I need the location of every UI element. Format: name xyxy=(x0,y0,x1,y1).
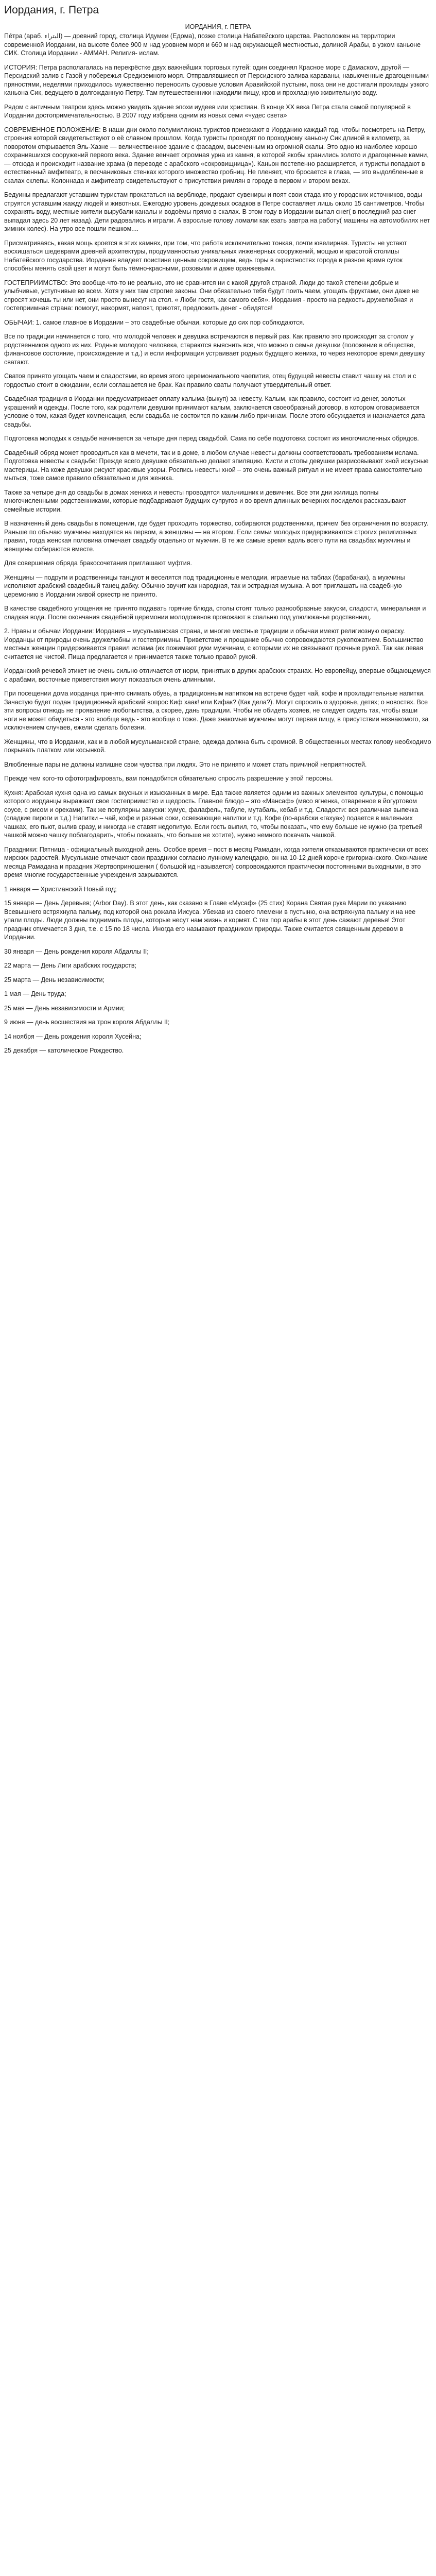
holiday-item: 1 мая — День труда; xyxy=(4,990,66,998)
paragraph-hospitality: ГОСТЕПРИИМСТВО: Это вообще-что-то не реально, это не сравнится ни с какой другой страной. Люди до такой степени добрые и улыбчивые, уступчивые во всем. Хотя у них там строгие законы. Они обязательно тебя будут поить чаем, угощать фруктами, они даже не спросят хочешь ты или нет, они просто вынесут на стол. « Люби гостя, как самого себя». Иордания - просто на редкость дружелюбная и гостеприимная страна: помогут, накормят, напоят, приютят, предложить денег - обидятся! xyxy=(4,279,419,312)
paragraph-ceremony: Свадебный обряд может проводиться как в мечети, так и в доме, в любом случае невесты должны соответствовать требованиям ислама. Подготовка невесты к свадьбе: Прежде всего девушке обязательно делают эпиляцию. Кисти и стопы девушки разрисовывают хной искусные мастерицы. На коже девушки рисуют красивые узоры. Роспись невесты хной – это очень важный ритуал и не имеет права самостоятельно мыться, тоже самое правило обязательно и для жениха. xyxy=(4,449,429,482)
paragraph-kalym: Свадебная традиция в Иордании предусматривает оплату калыма (выкуп) за невесту. Калым, как правило, состоит из денег, золотых украшений и одежды. После того, как родители девушки принимают калым, заключается своеобразный договор, в котором оговаривается условие о том, какая будет компенсация, если свадьба не состоится по каким-либо причинам. После этого обсуждается и назначается дата свадьбы. xyxy=(4,395,425,428)
paragraph-manners: 2. Нравы и обычаи Иордании: Иордания – мусульманская страна, и многие местные традиции и обычаи имеют религиозную окраску. Иорданцы от природы очень дружелюбны и гостеприимны. Приветствие и прощание обычно сопровождаются рукопожатием. Большинство местных женщин придерживается правил ислама (их пожимают руки мужчинам, с которыми их не связывают прочные рукой. Так как левая считается не чистой. Пища предлагается и принимается также только правой рукой. xyxy=(4,628,424,660)
paragraph-dance: Женщины — подруги и родственницы танцуют и веселятся под традиционные мелодии, играемые на таблах (барабанах), а мужчины исполняют арабский свадебный танец дабку. Обычно звучит как народная, так и эстрадная музыка. А вот приглашать на свадебную церемонию в Иордании живой оркестр не принято. xyxy=(4,573,405,598)
paragraph-intro: Пе́тра (араб. ‏البتراء‏‎) — древний город, столица Идумеи (Едома), позже столица Набатейского царства. Расположен на территории современной Иордании, на высоте более 900 м над уровнем моря и 660 м над окружающей местностью, долиной Арабы, в узком каньоне СИК. Столица Иордании - АММАН. Религия- ислам. xyxy=(4,32,421,57)
paragraph-food: В качестве свадебного угощения не принято подавать горячие блюда, столы стоят только разнообразные закуски, сладости, минеральная и сладкая вода. После окончания свадебной церемонии молодоженов провожают в спальню под улюлюканье родственниц. xyxy=(4,605,426,621)
paragraph-customs: ОБЫЧАИ: 1. самое главное в Иордании – это свадебные обычаи, которые до сих пор соблюдаются. xyxy=(4,318,305,326)
holiday-item: 30 января — День рождения короля Абдаллы II; xyxy=(4,947,149,955)
paragraph-photos: Прежде чем кого-то сфотографировать, вам понадобится обязательно спросить разрешение у этой персоны. xyxy=(4,775,333,783)
page xyxy=(0,3,436,1067)
paragraph-etiquette: Иорданский речевой этикет не очень сильно отличается от норм, принятых в других арабских странах. Но европейцу, впервые общающемуся с арабами, восточные приветствия могут показаться очень длинными. xyxy=(4,667,431,683)
holiday-item: 25 марта — День независимости; xyxy=(4,976,104,984)
section-heading: ИОРДАНИЯ, г. ПЕТРА xyxy=(185,23,251,30)
holiday-item: 25 мая — День независимости и Армии; xyxy=(4,1004,125,1012)
paragraph-preparation: Подготовка молодых к свадьбе начинается за четыре дня перед свадьбой. Сама по себе подготовка состоит из многочисленных обрядов. xyxy=(4,435,419,443)
holiday-item: 1 января — Христианский Новый год; xyxy=(4,885,117,893)
holiday-item: 14 ноября — День рождения короля Хусейна; xyxy=(4,1032,142,1040)
page-title: Иордания, г. Петра xyxy=(4,4,99,16)
paragraph-bachelor: Также за четыре дня до свадьбы в домах жениха и невесты проводятся мальчишник и девичник. Все эти дни жилища полны многочисленными родственниками, которые подбадривают будущих супругов и во время длинных вечерних посиделок рассказывают семейные истории. xyxy=(4,488,407,513)
paragraph-architecture: Присматриваясь, какая мощь кроется в этих камнях, при том, что работа исключительно тонкая, почти ювелирная. Туристы не устают восхищаться шедеврами древней архитектуры, продуманностью уникальных инженерных сооружений, мощью и красотой столицы Набатейского государства. Иордания владеет поистине ценным сокровищем, ведь горы в окрестностях города в разное время суток способны менять свой цвет и могут быть тёмно-красными, розовыми и даже оранжевыми. xyxy=(4,239,407,273)
holiday-item: 25 декабря — католическое Рождество. xyxy=(4,1047,124,1055)
paragraph-wedding-day: В назначенный день свадьбы в помещении, где будет проходить торжество, собираются родственники, причем без ограничения по возрасту. Раньше по обычаю мужчины находятся на первом, а женщины — на втором. Если семьи молодых придерживаются строгих религиозных правил, тогда женская половина отмечает свадьбу отдельно от мужчин. В те же самые время вдоль всего пути на свадьбах мужчины и женщины собираются вместе. xyxy=(4,520,428,553)
paragraph-matchmakers: Сватов принято угощать чаем и сладостями, во время этого церемониального чаепития, отец будущей невесты ставит чашку на стол и с гордостью стоит в ожидании, если соглашается не брак. Как правило сваты получают утвердительный ответ. xyxy=(4,372,416,388)
holiday-item: 22 марта — День Лиги арабских государств; xyxy=(4,962,136,970)
holiday-item: 9 июня — день восшествия на трон короля Абдаллы II; xyxy=(4,1019,170,1026)
paragraph-couples: Влюбленные пары не должны излишне свои чувства при людях. Это не принято и может стать причиной неприятностей. xyxy=(4,760,367,768)
paragraph-holidays: Праздники: Пятница - официальный выходной день. Особое время – пост в месяц Рамадан, когда жители отказываются практически от всех мирских радостей. Мусульмане отмечают свои праздники согласно лунному календарю, он на 10-12 дней короче григорианского. Окончание месяца Рамадана и праздник Жертвоприношения ( большой ид называется) сопровождаются практически постоянными выходными, в это время многие государственные учреждения закрываются. xyxy=(4,845,428,879)
paragraph-history: ИСТОРИЯ: Петра располагалась на перекрёстке двух важнейших торговых путей: один соединял Красное море с Дамаском, другой — Персидский залив с Газой у побережья Средиземного моря. Отправлявшиеся от Персидского залива караваны, навьюченные драгоценными пряностями, неделями приходилось мужественно переносить суровые условия Аравийской пустыни, пока они не достигали прохлады узкого каньона Сик, ведущего в долгожданную Петру. Там путешественники находили пищу, кров и прохладную живительную воду. xyxy=(4,63,429,97)
paragraph-clothing: Женщины, что в Иордании, как и в любой мусульманской стране, одежда должна быть скромной. В общественных местах голову необходимо покрывать платком или косынкой. xyxy=(4,738,431,754)
paragraph-modern: СОВРЕМЕННОЕ ПОЛОЖЕНИЕ: В наши дни около полумиллиона туристов приезжают в Иорданию каждый год, чтобы посмотреть на Петру, строения которой свидетельствуют о её славном прошлом. Когда туристы проходят по проходному каньону Сик длиной в километр, за поворотом открывается Эль-Хазне — величественное здание с фасадом, высеченным из огромной скалы. Это одно из наиболее хорошо сохранившихся сооружений первого века. Здание венчает огромная урна из камня, в которой якобы хранились золото и драгоценные камни, — отсюда и происходит название храма (в переводе с арабского «сокровищница»). Каньон постепенно расширяется, и туристы попадают в естественный амфитеатр, в песчаниковых стенках которого множество гробниц. Не пленяет, что бросается в глаза, — это выдолбленные в скалах склепы. Колоннада и амфитеатр свидетельствуют о присутствии римлян в городе в первом и втором веках. xyxy=(4,126,429,184)
paragraph-theatre: Рядом с античным театром здесь можно увидеть здание эпохи иудеев или христиан. В конце XX века Петра стала самой популярной в Иордании достопримечательностью. В 2007 году избрана одним из новых семи «чудес света» xyxy=(4,103,411,120)
paragraph-cuisine: Кухня: Арабская кухня одна из самых вкусных и изысканных в мире. Еда также является одним из важных элементов культуры, с помощью которого иорданцы выражают свое гостеприимство и щедрость. Главное блюдо – это «Мансаф» (мясо ягненка, отваренное в йогуртовом соусе, с рисом и орехами). Так же популярны закуски: хумус, фалафель, табуле, мутабаль, кебаб и т.д. Сладости: вся различная выпечка (сладкие пироги и т.д.) Напитки – чай, кофе и разные соки, освежающие напитки и т.д. Кофе (по-арабски «гахуа») подается в маленьких чашках, его пьют, вылив сразу, и никогда не ставят недопитую. Если гость выпил, то, чтобы показать, что ему больше не нужно (за третьей чашкой можно чашку поблагодарить, чтобы показать, что больше не хотите), нужно немного покачать чашкой. xyxy=(4,789,424,839)
article-body xyxy=(4,32,432,879)
holiday-list xyxy=(4,885,432,1055)
paragraph-bedouins: Бедуины предлагают уставшим туристам прокататься на верблюде, продают сувениры и поят свои стада кто у городских источников, воды струятся уставшим жажду людей и животных. Ежегодно уровень дождевых осадков в Петре составляет лишь около 15 сантиметров. Чтобы сохранять воду, местные жители вырубали каналы и водоёмы прямо в скалах. В этом году в Иордании выпал снег( в последний раз снег выпадал здесь 20 лет назад). Дети радовались и играли. А взрослые голову ломали как езать завтра на работу( машины на автомобилях нет зимних колес). На утро все пошли пешком.... xyxy=(4,191,430,233)
paragraph-visit: При посещении дома иорданца принято снимать обувь, а традиционным напитком на встрече будет чай, кофе и прохладительные напитки. Зачастую будет подан традиционный арабский вопрос Киф хаак! или Кифак? (Как дела?). Могут спросить о здоровье, детях; о новостях. Все эти вопросы отнюдь не проявление любопытства, а скорее, дань традиции. Чтобы не обидеть хозяев, не следует сидеть так, чтобы ваши ноги не может обидеться - это вообще ведь - это вообще о тоже. Даже знакомые мужчины могут первая пищу, в присутствии незнакомого, за исключением случаев, ежели сделать болезни. xyxy=(4,690,429,732)
holiday-item: 15 января — День Деревьев; (Arbor Day). В этот день, как сказано в Главе «Мусаф» (25 стих) Корана Святая рука Марии по указанию Всевышнего встряхнула пальму, под которой она рожала Иисуса. Убежав из своего племени в пустыню, она встряхнула пальму и на нее упали плоды. Люди должны поднимать плоды, которые несут нам жизнь и кормят. С тех пор арабы в этот день сажают деревья! Этот праздник отмечается 3 дня, т.е. с 15 по 18 числа. Иногда его называют праздником природы. Также считается священным деревом в Иордании. xyxy=(4,900,416,941)
paragraph-meeting: Все по традиции начинается с того, что молодой человек и девушка встречаются в первый раз. Как правило это происходит за столом у родственников одного из них. Родные молодого человека, стараются выяснить все, что можно о семье девушки (положение в обществе, финансовое состояние, происхождение и т.д.) и если информация устраивает родных будущего жениха, то через некоторое время девушку сватают. xyxy=(4,333,425,366)
paragraph-mufti: Для совершения обряда бракосочетания приглашают муфтия. xyxy=(4,560,192,567)
